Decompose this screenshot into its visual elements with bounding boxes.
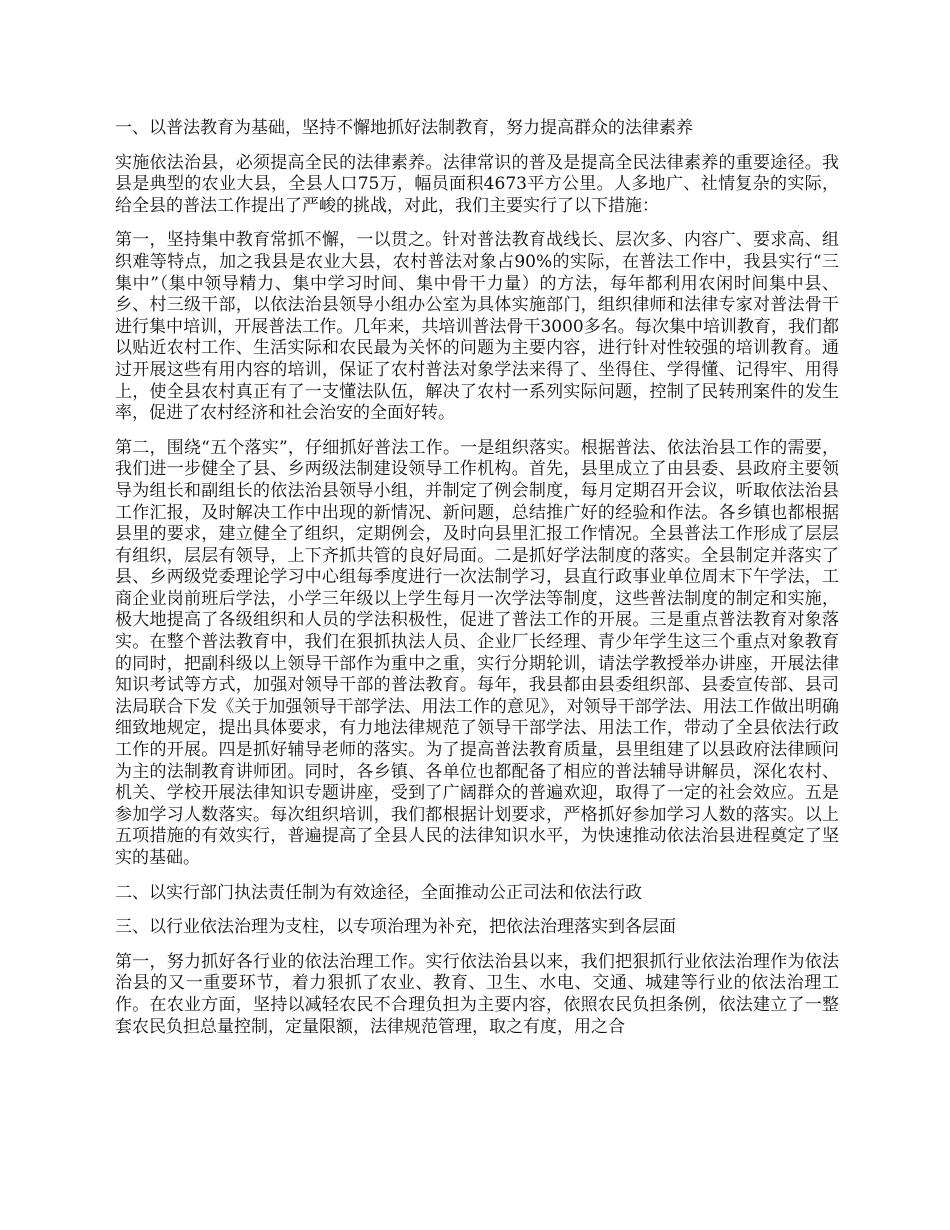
document-page	[115, 118, 839, 1051]
paragraph-intro: 实施依法治县，必须提高全民的法律素养。法律常识的普及是提高全民法律素养的重要途径。我县是典型的农业大县，全县人口75万，幅员面积4673平方公里。人多地广、社情复杂的实际，给全县的普法工作提出了严峻的挑战，对此，我们主要实行了以下措施：	[115, 152, 839, 216]
paragraph-second-measure: 第二，围绕“五个落实”，仔细抓好普法工作。一是组织落实。根据普法、依法治县工作的需要，我们进一步健全了县、乡两级法制建设领导工作机构。首先，县里成立了由县委、县政府主要领导为组长和副组长的依法治县领导小组，并制定了例会制度，每月定期召开会议，听取依法治县工作汇报，及时解决工作中出现的新情况、新问题，总结推广好的经验和作法。各乡镇也都根据县里的要求，建立健全了组织，定期例会，及时向县里汇报工作情况。全县普法工作形成了层层有组织，层层有领导，上下齐抓共管的良好局面。二是抓好学法制度的落实。全县制定并落实了县、乡两级党委理论学习中心组每季度进行一次法制学习，县直行政事业单位周末下午学法，工商企业岗前班后学法，小学三年级以上学生每月一次学法等制度，这些普法制度的制定和实施，极大地提高了各级组织和人员的学法积极性，促进了普法工作的开展。三是重点普法教育对象落实。在整个普法教育中，我们在狠抓执法人员、企业厂长经理、青少年学生这三个重点对象教育的同时，把副科级以上领导干部作为重中之重，实行分期轮训，请法学教授举办讲座，开展法律知识考试等方式，加强对领导干部的普法教育。每年，我县都由县委组织部、县委宣传部、县司法局联合下发《关于加强领导干部学法、用法工作的意见》，对领导干部学法、用法工作做出明确细致地规定，提出具体要求，有力地法律规范了领导干部学法、用法工作，带动了全县依法行政工作的开展。四是抓好辅导老师的落实。为了提高普法教育质量，县里组建了以县政府法律顾问为主的法制教育讲师团。同时，各乡镇、各单位也都配备了相应的普法辅导讲解员，深化农村、机关、学校开展法律知识专题讲座，受到了广阔群众的普遍欢迎，取得了一定的社会效应。五是参加学习人数落实。每次组织培训，我们都根据计划要求，严格抓好参加学习人数的落实。以上五项措施的有效实行，普遍提高了全县人民的法律知识水平，为快速推动依法治县进程奠定了坚实的基础。	[115, 437, 839, 868]
section-heading-1: 一、以普法教育为基础，坚持不懈地抓好法制教育，努力提高群众的法律素养	[115, 118, 693, 138]
section-heading-2: 二、以实行部门执法责任制为有效途径，全面推动公正司法和依法行政	[115, 882, 642, 903]
paragraph-industry-governance: 第一，努力抓好各行业的依法治理工作。实行依法治县以来，我们把狠抓行业依法治理作为依法治县的又一重要环节，着力狠抓了农业、教育、卫生、水电、交通、城建等行业的依法治理工作。在农业方面，坚持以减轻农民不合理负担为主要内容，依照农民负担条例，依法建立了一整套农民负担总量控制，定量限额，法律规范管理，取之有度，用之合	[115, 951, 839, 1037]
paragraph-first-measure: 第一，坚持集中教育常抓不懈，一以贯之。针对普法教育战线长、层次多、内容广、要求高、组织难等特点，加之我县是农业大县，农村普法对象占90%的实际，在普法工作中，我县实行“三集中”（集中领导精力、集中学习时间、集中骨干力量）的方法，每年都利用农闲时间集中县、乡、村三级干部，以依法治县领导小组办公室为具体实施部门，组织律师和法律专家对普法骨干进行集中培训，开展普法工作。几年来，共培训普法骨干3000多名。每次集中培训教育，我们都以贴近农村工作、生活实际和农民最为关怀的问题为主要内容，进行针对性较强的培训教育。通过开展这些有用内容的培训，保证了农村普法对象学法来得了、坐得住、学得懂、记得牢、用得上，使全县农村真正有了一支懂法队伍，解决了农村一系列实际问题，控制了民转刑案件的发生率，促进了农村经济和社会治安的全面好转。	[115, 230, 839, 424]
section-heading-3: 三、以行业依法治理为支柱，以专项治理为补充，把依法治理落实到各层面	[115, 917, 676, 938]
